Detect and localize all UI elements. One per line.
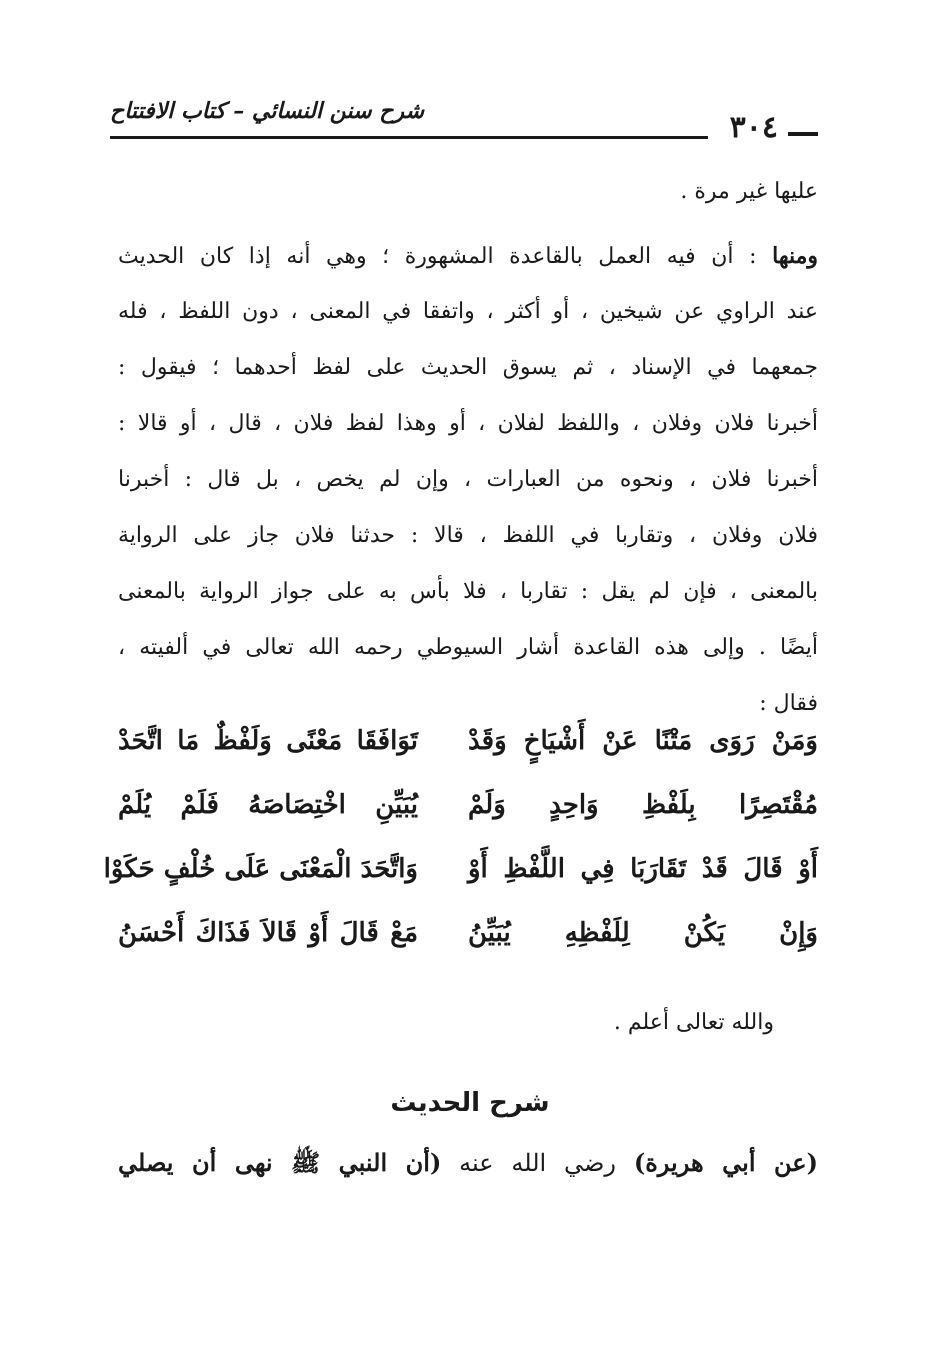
hadith-quote: (أن النبي ﷺ نهى أن يصلي bbox=[118, 1148, 442, 1177]
continuation-line: عليها غير مرة . bbox=[680, 179, 818, 204]
paragraph-line: فقال : bbox=[759, 691, 818, 716]
paragraph-line: فلان وفلان ، وتقاربا في اللفظ ، قالا : حدثنا فلان جاز على الرواية bbox=[118, 523, 818, 548]
verse-first-hemistich: أَوْ قَالَ قَدْ تَقَارَبَا فِي اللَّفْظِ أَوْ bbox=[468, 854, 818, 884]
verse-first-hemistich: مُقْتَصِرًا بِلَفْظِ وَاحِدٍ وَلَمْ bbox=[468, 790, 818, 820]
verse-second-hemistich: تَوَافَقَا مَعْنًى وَلَفْظٌ مَا اتَّحَدْ bbox=[118, 726, 418, 756]
verse-first-hemistich: وَإِنْ يَكُنْ لِلَفْظِهِ يُبَيِّنُ bbox=[468, 918, 818, 948]
verse-second-hemistich: يُبَيِّنِ اخْتِصَاصَهُ فَلَمْ يُلَمْ bbox=[118, 790, 418, 820]
paragraph-line: أيضًا . وإلى هذه القاعدة أشار السيوطي رحمه الله تعالى في ألفيته ، bbox=[118, 635, 818, 660]
verse-line bbox=[118, 906, 818, 970]
hadith-honorific: رضي الله عنه bbox=[459, 1149, 617, 1177]
page-number: ٣٠٤ bbox=[729, 110, 778, 145]
verse-second-hemistich: مَعْ قَالَ أَوْ قَالاَ فَذَاكَ أَحْسَنُ bbox=[118, 918, 418, 948]
verse-second-hemistich: وَاتَّحَدَ الْمَعْنَى عَلَى خُلْفٍ حَكَوْا bbox=[103, 854, 418, 884]
paragraph-line-text: : أن فيه العمل بالقاعدة المشهورة ؛ وهي أنه إذا كان الحديث bbox=[118, 244, 757, 269]
verse-line bbox=[103, 842, 818, 906]
header-dash bbox=[788, 132, 818, 136]
verse-block bbox=[103, 714, 818, 970]
paragraph-line bbox=[118, 228, 818, 284]
section-title: شرح الحديث bbox=[390, 1088, 550, 1118]
header-rule bbox=[110, 136, 708, 139]
main-paragraph bbox=[118, 228, 818, 732]
paragraph-lead: ومنها bbox=[772, 243, 818, 269]
verse-line bbox=[118, 714, 818, 778]
verse-line bbox=[118, 778, 818, 842]
paragraph-line: جمعهما في الإسناد ، ثم يسوق الحديث على لفظ أحدهما ؛ فيقول : bbox=[118, 355, 818, 380]
hadith-narrator: (عن أبي هريرة) bbox=[633, 1148, 818, 1177]
closing-phrase: والله تعالى أعلم . bbox=[613, 1010, 774, 1035]
paragraph-line: بالمعنى ، فإن لم يقل : تقاربا ، فلا بأس به على جواز الرواية بالمعنى bbox=[118, 579, 818, 604]
running-title: شرح سنن النسائي – كتاب الافتتاح bbox=[110, 98, 425, 124]
paragraph-line: أخبرنا فلان وفلان ، واللفظ لفلان ، أو وهذا لفظ فلان ، قال ، أو قالا : bbox=[118, 411, 818, 436]
running-header bbox=[110, 92, 818, 152]
paragraph-line: عند الراوي عن شيخين ، أو أكثر ، واتفقا في المعنى ، دون اللفظ ، فله bbox=[118, 299, 818, 324]
continuation-paragraph bbox=[118, 164, 818, 220]
verse-first-hemistich: وَمَنْ رَوَى مَتْنًا عَنْ أَشْيَاخٍ وَقَدْ bbox=[468, 726, 818, 756]
paragraph-line: أخبرنا فلان ، ونحوه من العبارات ، وإن لم يخص ، بل قال : أخبرنا bbox=[118, 467, 818, 492]
hadith-line bbox=[118, 1148, 818, 1183]
